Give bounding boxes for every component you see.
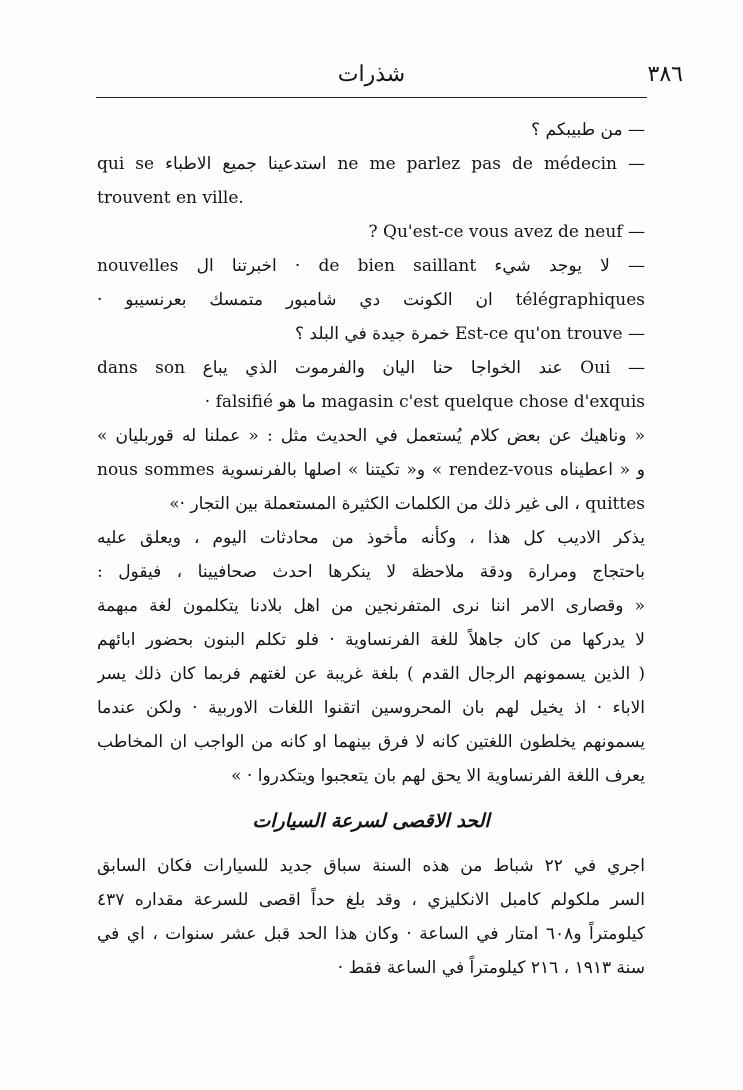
text-line: الاباء · اذ يخيل لهم بان المحروسين اتقنوا اللغات الاوربية · ولكن عندما — [97, 698, 645, 718]
text-line: — لا يوجد شيء de bien saillant · اخبرتنا ال nouvelles — [97, 256, 645, 276]
text-block-dialogue — [97, 113, 645, 793]
text-line: لا يدركها من كان جاهلاً للغة الفرنساوية · فلو تكلم البنون بحضور ابائهم — [97, 630, 645, 650]
text-line: سنة ١٩١٣ ، ٢١٦ كيلومتراً في الساعة فقط · — [337, 958, 645, 978]
text-line: يسمونهم يخلطون اللغتين كانه لا فرق بينهما او كانه من الواجب ان المخاطب — [97, 732, 645, 752]
text-line: يعرف اللغة الفرنساوية الا يحق لهم بان يتعجبوا ويتكدروا · » — [231, 766, 645, 786]
text-line: يذكر الاديب كل هذا ، وكأنه مأخوذ من محادثات اليوم ، ويعلق عليه — [97, 528, 645, 548]
text-block-article — [97, 849, 645, 985]
text-line: — من طبيبكم ؟ — [531, 120, 645, 140]
page-header — [60, 62, 683, 92]
section-heading: الحد الاقصى لسرعة السيارات — [252, 810, 490, 832]
text-line: magasin c'est quelque chose d'exquis ما هو falsifié · — [204, 392, 645, 412]
text-line: quittes ، الى غير ذلك من الكلمات الكثيرة المستعملة بين التجار ·» — [169, 494, 645, 514]
text-line: كيلومتراً و٦٠٨ امتار في الساعة · وكان هذا الحد قبل عشر سنوات ، اي في — [97, 924, 645, 944]
header-rule — [96, 97, 647, 98]
text-line: و « اعطيناه rendez-vous » و« تكيتنا » اصلها بالفرنسوية nous sommes — [97, 460, 645, 480]
running-title: شذرات — [337, 62, 406, 87]
text-line: télégraphiques ان الكونت دي شامبور متمسك بعرنسيبو · — [97, 290, 645, 310]
text-line: السر ملكولم كامبل الانكليزي ، وقد بلغ حداً اقصى للسرعة مقداره ٤٣٧ — [97, 890, 645, 910]
page-body — [97, 113, 645, 985]
text-line: — Oui عند الخواجا حنا اليان والفرموت الذي يباع dans son — [97, 358, 645, 378]
text-line: « وقصارى الامر اننا نرى المتفرنجين من اهل بلادنا يتكلمون لغة مبهمة — [97, 596, 645, 616]
text-line: — Qu'est-ce vous avez de neuf ? — [368, 222, 645, 242]
text-line: trouvent en ville. — [97, 188, 244, 208]
text-line: اجري في ٢٢ شباط من هذه السنة سباق جديد للسيارات فكان السابق — [97, 856, 645, 876]
page-number: ٣٨٦ — [647, 62, 683, 87]
text-line: « وناهيك عن بعض كلام يُستعمل في الحديث مثل : « عملنا له قوربليان » — [97, 426, 645, 446]
text-line: — Est-ce qu'on trouve خمرة جيدة في البلد ؟ — [294, 324, 645, 344]
text-line: ( الذين يسمونهم الرجال القدم ) بلغة غريبة عن لغتهم فربما كان ذلك يسر — [97, 664, 645, 684]
text-line: — ne me parlez pas de médecin استدعينا جميع الاطباء qui se — [97, 154, 645, 174]
text-line: باحتجاج ومرارة ودقة ملاحظة لا ينكرها احدث صحافيينا ، فيقول : — [97, 562, 645, 582]
